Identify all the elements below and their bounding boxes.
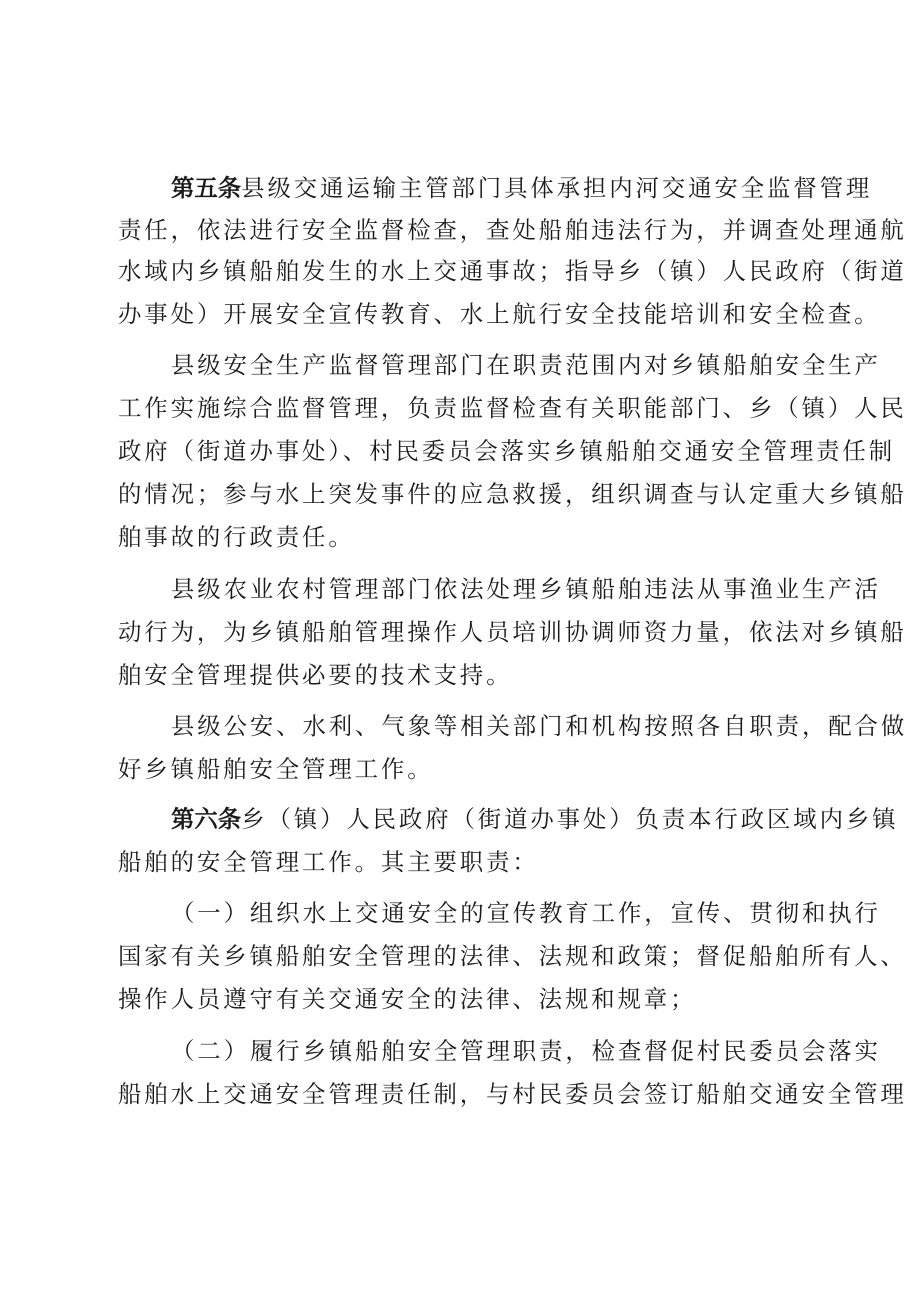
line-9: 舶事故的行政责任。 <box>118 523 355 551</box>
line-1 <box>0 168 920 208</box>
line-19: 操作人员遵守有关交通安全的法律、法规和规章； <box>118 985 697 1013</box>
line-7: 政府（街道办事处）、村民委员会落实乡镇船舶交通安全管理责任制 <box>118 437 896 465</box>
line-2: 责任，依法进行安全监督检查，查处船舶违法行为，并调查处理通航 <box>118 216 907 244</box>
line-6: 工作实施综合监督管理，负责监督检查有关职能部门、乡（镇）人民 <box>118 394 907 422</box>
line-14: 好乡镇船舶安全管理工作。 <box>118 755 434 783</box>
line-17: （一）组织水上交通安全的宣传教育工作，宣传、贯彻和执行 <box>171 899 881 927</box>
line-16: 船舶的安全管理工作。其主要职责： <box>118 848 539 876</box>
article-6-text: 乡（镇）人民政府（街道办事处）负责本行政区域内乡镇 <box>241 805 899 833</box>
line-4: 办事处）开展安全宣传教育、水上航行安全技能培训和安全检查。 <box>118 300 881 328</box>
line-12: 舶安全管理提供必要的技术支持。 <box>118 661 513 689</box>
line-15 <box>0 799 920 839</box>
line-10: 县级农业农村管理部门依法处理乡镇船舶违法从事渔业生产活 <box>171 575 881 603</box>
line-21: 船舶水上交通安全管理责任制，与村民委员会签订船舶交通安全管理 <box>118 1080 907 1108</box>
line-5: 县级安全生产监督管理部门在职责范围内对乡镇船舶安全生产 <box>171 351 881 379</box>
article-5-text: 县级交通运输主管部门具体承担内河交通安全监督管理 <box>241 174 873 202</box>
line-11: 动行为，为乡镇船舶管理操作人员培训协调师资力量，依法对乡镇船 <box>118 618 907 646</box>
article-5-heading: 第五条 <box>171 174 242 202</box>
line-3: 水域内乡镇船舶发生的水上交通事故；指导乡（镇）人民政府（街道 <box>118 257 907 285</box>
line-20: （二）履行乡镇船舶安全管理职责，检查督促村民委员会落实 <box>171 1037 881 1065</box>
line-18: 国家有关乡镇船舶安全管理的法律、法规和政策；督促船舶所有人、 <box>118 942 907 970</box>
line-13: 县级公安、水利、气象等相关部门和机构按照各自职责，配合做 <box>171 712 908 740</box>
article-6-heading: 第六条 <box>171 805 242 833</box>
line-8: 的情况；参与水上突发事件的应急救援，组织调查与认定重大乡镇船 <box>118 480 907 508</box>
